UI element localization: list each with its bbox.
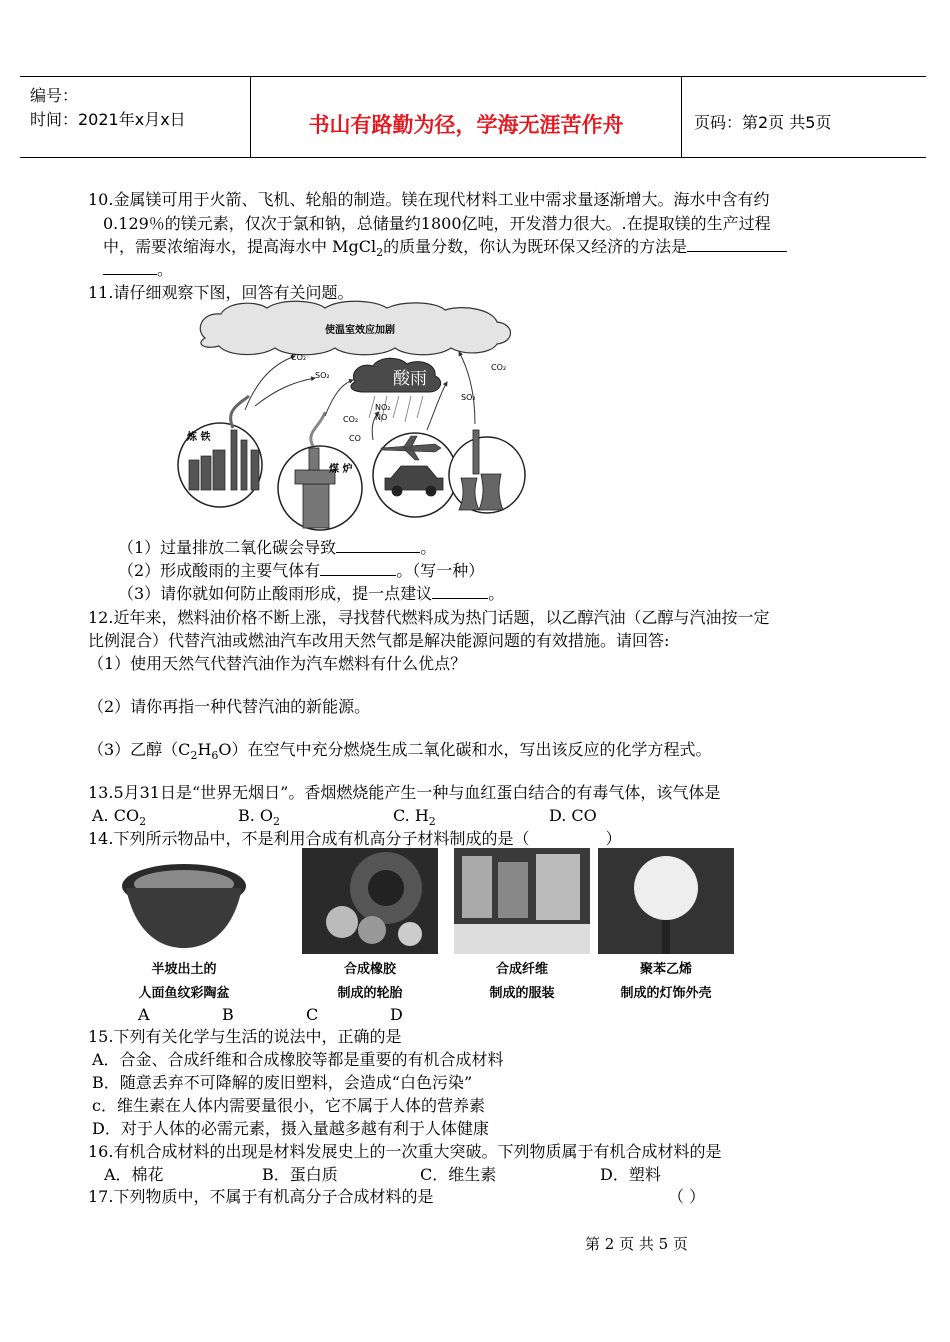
acid-rain-label: 酸雨 bbox=[393, 369, 427, 389]
q14-letter-c: C bbox=[306, 1005, 319, 1024]
co-label: CO bbox=[349, 434, 361, 443]
co2-label-2: CO₂ bbox=[343, 415, 359, 424]
q15-option-b: B．随意丢弃不可降解的废旧塑料，会造成“白色污染” bbox=[92, 1073, 473, 1092]
q12-sub1: （1）使用天然气代替汽油作为汽车燃料有什么优点？ bbox=[88, 654, 467, 673]
no-label: NO bbox=[375, 413, 388, 422]
footer-page-number: 第 2 页 共 5 页 bbox=[585, 1235, 688, 1253]
caption-b: 合成橡胶 制成的轮胎 bbox=[337, 962, 403, 1001]
q15-option-a: A．合金、合成纤维和合成橡胶等都是重要的有机合成材料 bbox=[92, 1050, 504, 1069]
iron-label: 炼 铁 bbox=[187, 432, 211, 443]
q14-letter-b: B bbox=[222, 1005, 234, 1024]
caption-a: 半坡出土的 人面鱼纹彩陶盆 bbox=[138, 962, 230, 1001]
q10-line4: 。 bbox=[103, 260, 173, 280]
q15-stem: 15.下列有关化学与生活的说法中，正确的是 bbox=[88, 1027, 402, 1046]
q15-option-d: D．对于人体的必需元素，摄入量越多越有利于人体健康 bbox=[92, 1119, 489, 1138]
q10-answer-blank-2[interactable] bbox=[103, 260, 157, 275]
caption-d: 聚苯乙烯 制成的灯饰外壳 bbox=[620, 962, 712, 1001]
header-left-cell bbox=[20, 77, 251, 157]
q10-answer-blank-1[interactable] bbox=[687, 237, 787, 252]
q10-line1: 10.金属镁可用于火箭、飞机、轮船的制造。镁在现代材料工业中需求量逐渐增大。海水中含有约 bbox=[88, 190, 770, 209]
header-table bbox=[20, 76, 926, 158]
so2-label-2: SO₂ bbox=[461, 393, 476, 402]
caption-c: 合成纤维 制成的服装 bbox=[489, 962, 555, 1001]
q14-letter-d: D bbox=[390, 1005, 403, 1024]
q12-line1: 12.近年来，燃料油价格不断上涨，寻找替代燃料成为热门话题，以乙醇汽油（乙醇与汽油按一定 bbox=[88, 608, 770, 627]
q12-line2: 比例混合）代替汽油或燃油汽车改用天然气都是解决能源问题的有效措施。请回答: bbox=[88, 631, 670, 650]
q11-blank-3[interactable] bbox=[432, 584, 488, 599]
q13-option-d: D. CO bbox=[549, 806, 597, 825]
q17-answer-paren[interactable]: （ ） bbox=[668, 1187, 706, 1206]
q13-option-c: C. $H_2$ bbox=[393, 806, 436, 829]
q14-photos bbox=[116, 846, 746, 1006]
q11-blank-1[interactable] bbox=[336, 538, 420, 553]
q16-option-c: C．维生素 bbox=[420, 1165, 497, 1184]
number-label: 编号： bbox=[30, 86, 79, 105]
header-right-cell bbox=[682, 77, 926, 157]
time-label: 时间：2021年x月x日 bbox=[30, 110, 186, 129]
header-page-label: 页码：第2页 共5页 bbox=[694, 113, 832, 132]
pollution-diagram bbox=[175, 300, 527, 532]
motto: 书山有路勤为径，学海无涯苦作舟 bbox=[308, 113, 624, 137]
q13-option-b: B. $O_2$ bbox=[238, 806, 281, 829]
q13-option-a: A. $CO_2$ bbox=[92, 806, 147, 829]
furnace-label: 煤 炉 bbox=[329, 464, 353, 475]
q14-letter-a: A bbox=[138, 1005, 150, 1024]
q10-line3: 中，需要浓缩海水，提高海水中 MgCl$_2$的质量分数，你认为既环保又经济的方法是 bbox=[103, 237, 787, 263]
q13-stem: 13.5月31日是“世界无烟日”。香烟燃烧能产生一种与血红蛋白结合的有毒气体，该气体是 bbox=[88, 783, 721, 802]
co2-label-1: CO₂ bbox=[291, 353, 307, 362]
q14-stem: 14.下列所示物品中，不是利用合成有机高分子材料制成的是（ ） bbox=[88, 829, 622, 848]
no2-label: NO₂ bbox=[375, 403, 391, 412]
q10-line2: 0.129％的镁元素，仅次于氯和钠，总储量约1800亿吨，开发潜力很大。.在提取镁的生产过程 bbox=[103, 214, 771, 233]
so2-label-1: SO₂ bbox=[315, 371, 330, 380]
pottery-basin-photo bbox=[116, 848, 252, 954]
q11-sub2: （2）形成酸雨的主要气体有 。（写一种） bbox=[118, 561, 485, 580]
synthetic-fiber-clothing-photo bbox=[454, 848, 590, 954]
rubber-tyre-photo bbox=[302, 848, 438, 954]
q11-sub1: （1）过量排放二氧化碳会导致 。 bbox=[118, 538, 437, 557]
polystyrene-lamp-photo bbox=[598, 848, 734, 954]
q16-option-b: B．蛋白质 bbox=[262, 1165, 338, 1184]
header-center-cell bbox=[251, 77, 682, 157]
q11-stem: 11.请仔细观察下图，回答有关问题。 bbox=[88, 283, 354, 302]
q11-blank-2[interactable] bbox=[320, 561, 396, 576]
q11-sub3: （3）请你就如何防止酸雨形成，提一点建议 。 bbox=[118, 584, 505, 603]
co2-label-3: CO₂ bbox=[491, 363, 507, 372]
q15-option-c: c．维生素在人体内需要量很小，它不属于人体的营养素 bbox=[92, 1096, 485, 1115]
q16-stem: 16.有机合成材料的出现是材料发展史上的一次重大突破。下列物质属于有机合成材料的是 bbox=[88, 1142, 722, 1161]
cloud-text: 使温室效应加剧 bbox=[325, 325, 395, 336]
q17-stem: 17.下列物质中，不属于有机高分子合成材料的是 bbox=[88, 1187, 434, 1206]
q12-sub2: （2）请你再指一种代替汽油的新能源。 bbox=[88, 697, 371, 716]
q16-option-d: D．塑料 bbox=[600, 1165, 661, 1184]
q16-option-a: A．棉花 bbox=[104, 1165, 164, 1184]
q12-sub3: （3）乙醇$(C_2H_6O)$在空气中充分燃烧生成二氧化碳和水，写出该反应的化学方程式。 bbox=[88, 740, 712, 763]
